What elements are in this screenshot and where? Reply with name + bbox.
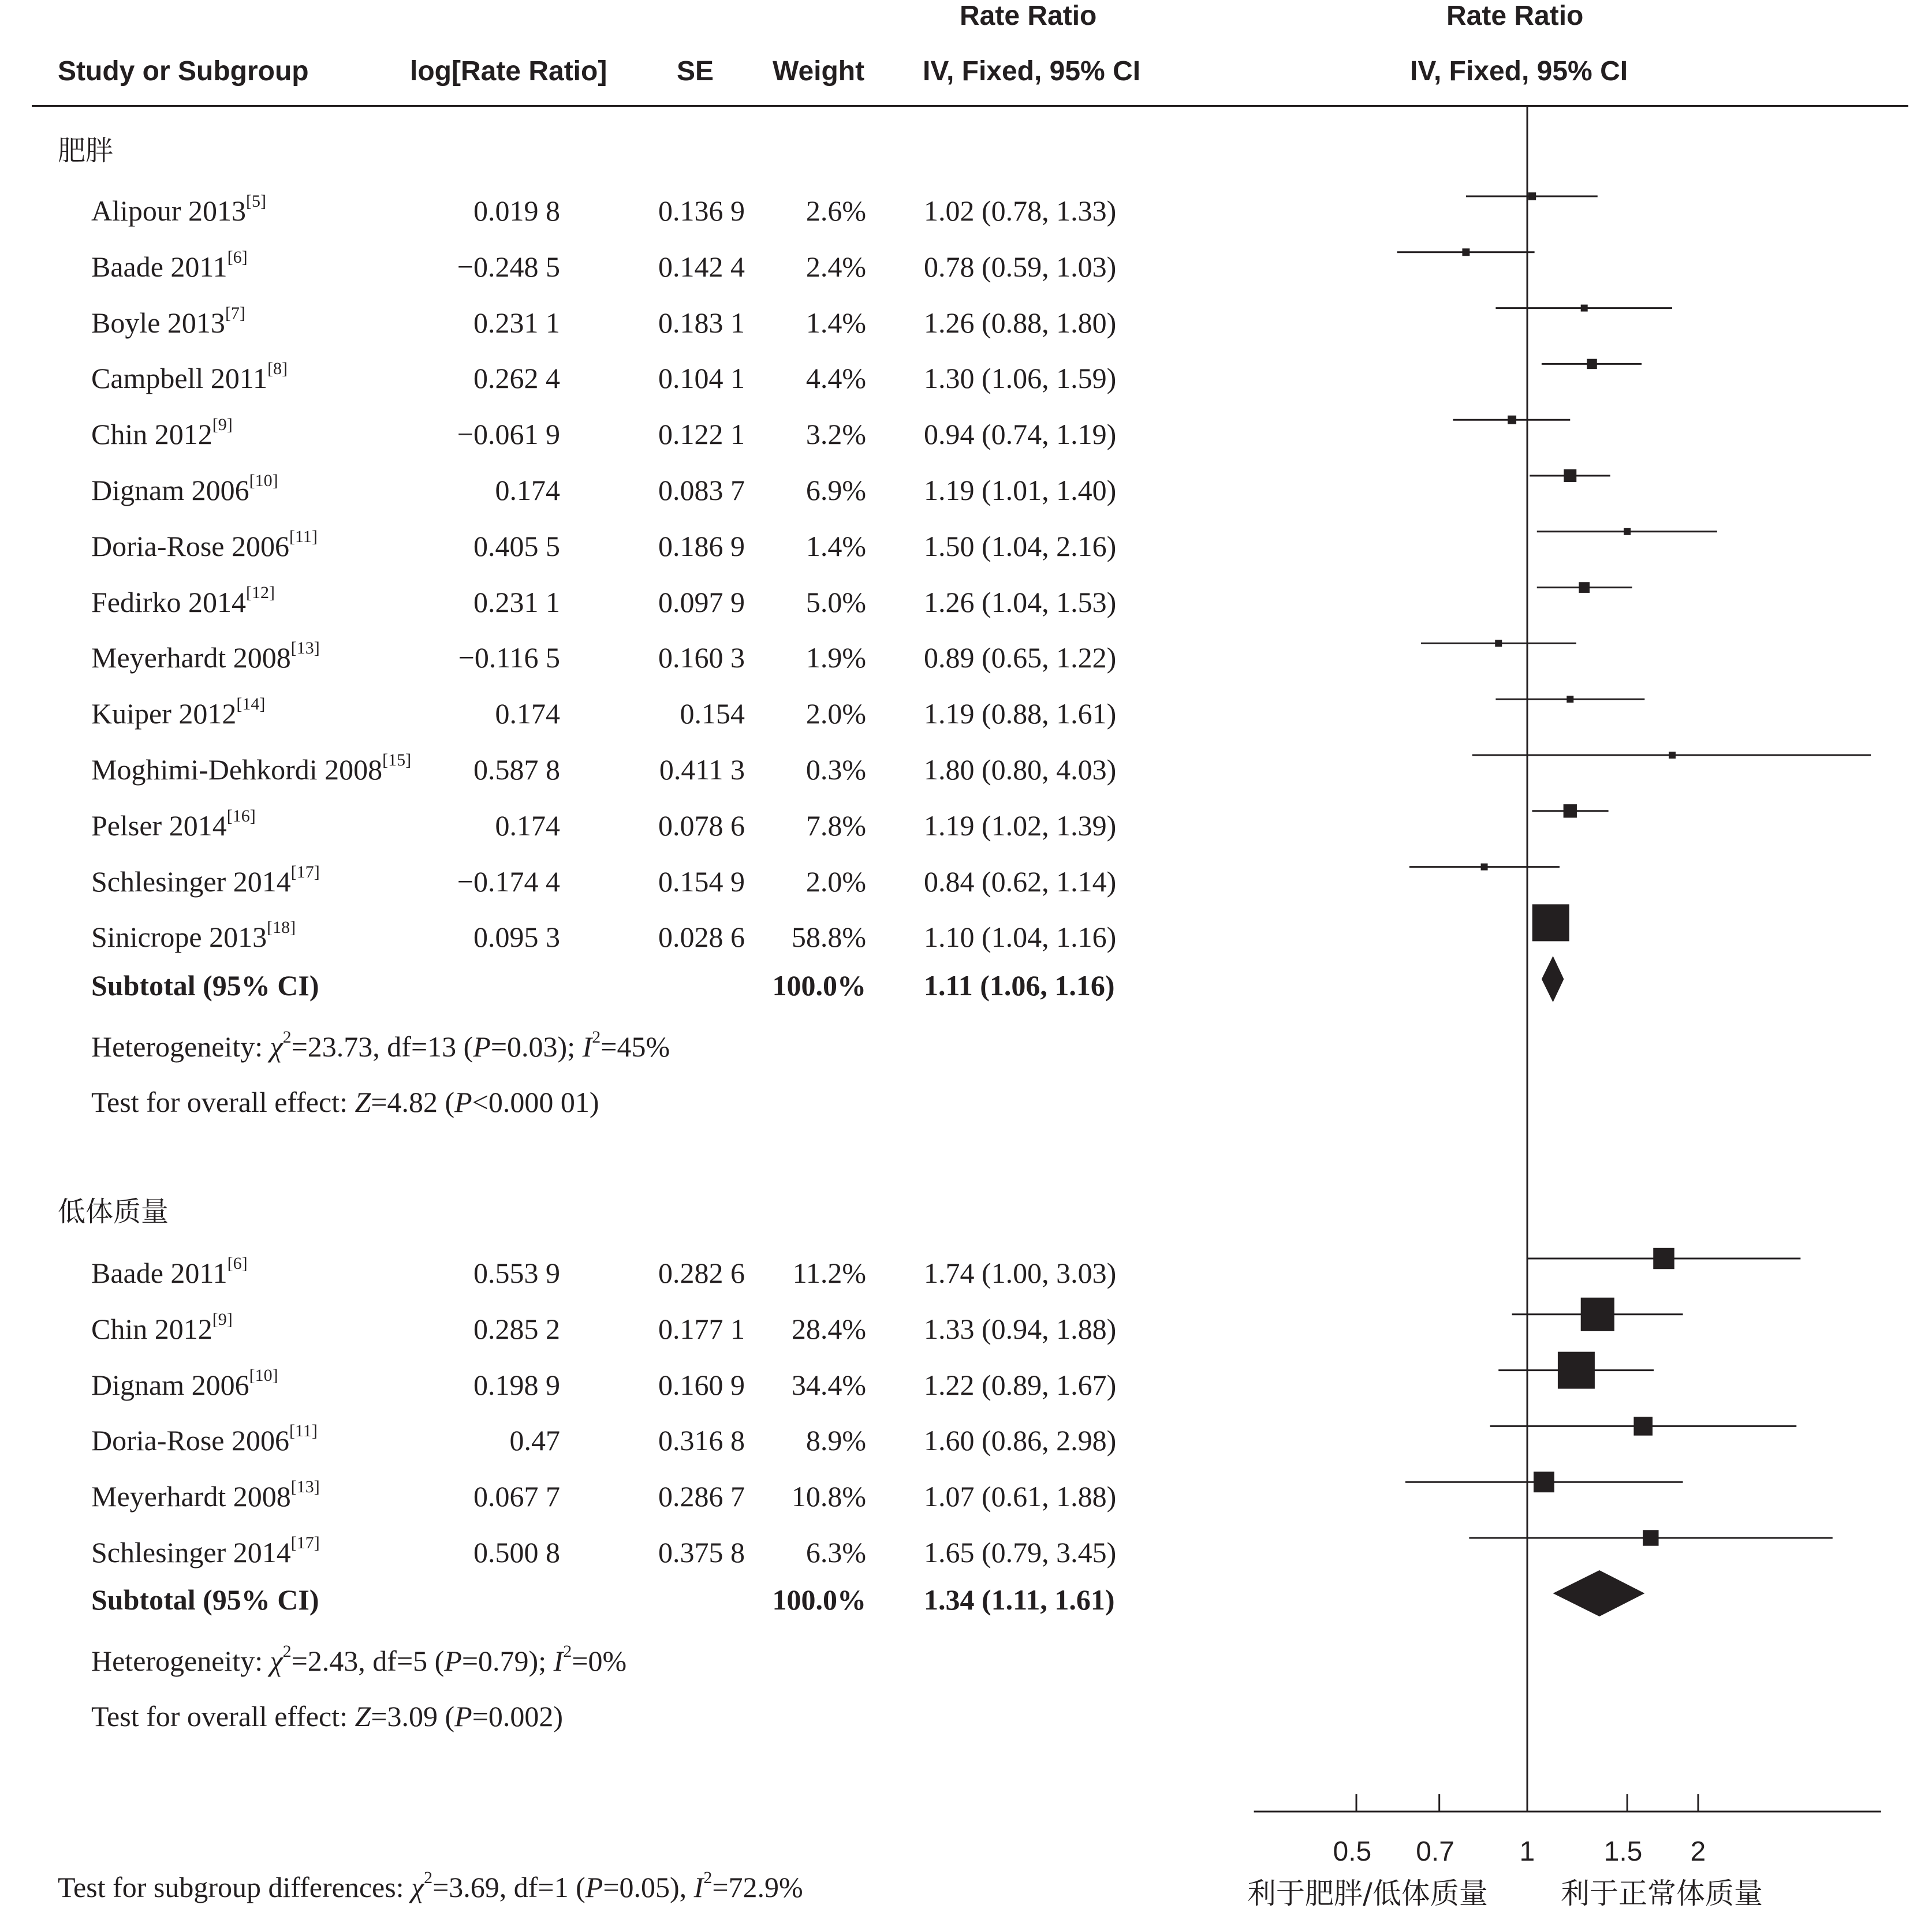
rate-ratio-ci: 1.65 (0.79, 3.45) — [924, 1536, 1117, 1569]
overall-z-value: =3.09 ( — [371, 1700, 455, 1732]
point-estimate-square — [1534, 1472, 1554, 1492]
rate-ratio-ci: 0.89 (0.65, 1.22) — [924, 641, 1117, 674]
study-label: Moghimi-Dehkordi 2008 — [91, 753, 383, 786]
log-rate-ratio: 0.405 5 — [473, 529, 560, 562]
study-label: Pelser 2014 — [91, 809, 227, 842]
standard-error: 0.177 1 — [658, 1312, 745, 1345]
study-label: Boyle 2013 — [91, 306, 225, 339]
standard-error: 0.411 3 — [659, 753, 745, 786]
heterogeneity-stat: Heterogeneity: $\chi^2=23.73$, df=13 (P=0.03); $I^2=45\%$ — [91, 1028, 670, 1063]
rate-ratio-ci: 0.78 (0.59, 1.03) — [924, 250, 1117, 283]
overall-p-value: <0.000 01) — [472, 1086, 599, 1118]
point-estimate-square — [1653, 1248, 1674, 1269]
x-axis-tick-label: 1.5 — [1603, 1836, 1643, 1867]
point-estimate-square — [1481, 864, 1488, 871]
rate-ratio-ci: 0.94 (0.74, 1.19) — [924, 418, 1117, 451]
se-column-header: SE — [677, 56, 714, 87]
log-rate-ratio: 0.198 9 — [473, 1368, 560, 1401]
rate-ratio-ci: 1.50 (1.04, 2.16) — [924, 529, 1117, 562]
study-reference: [10] — [249, 1365, 278, 1385]
log-rate-ratio: 0.587 8 — [473, 753, 560, 786]
weight: 58.8% — [791, 921, 866, 954]
standard-error: 0.186 9 — [658, 529, 745, 562]
weight: 4.4% — [805, 362, 866, 395]
rr-plot-header-bottom: IV, Fixed, 95% CI — [1410, 56, 1628, 87]
het-chi-value: =2.43, df=5 ( — [291, 1645, 445, 1677]
study-label: Campbell 2011 — [91, 362, 268, 395]
weight: 6.3% — [805, 1536, 866, 1569]
favours-obese-caption: 利于肥胖/低体质量 — [1247, 1877, 1488, 1910]
study-reference: [8] — [267, 359, 288, 379]
point-estimate-square — [1669, 752, 1676, 759]
overall-z-symbol: Z — [355, 1086, 371, 1118]
point-estimate-square — [1643, 1530, 1658, 1545]
study-label: Kuiper 2012 — [91, 697, 237, 730]
weight: 1.4% — [805, 529, 866, 562]
weight: 2.0% — [805, 697, 866, 730]
study-label: Meyerhardt 2008 — [91, 641, 291, 674]
log-rate-ratio: 0.174 — [495, 697, 560, 730]
study-label: Sinicrope 2013 — [91, 921, 267, 954]
point-estimate-square — [1495, 640, 1502, 647]
point-estimate-square — [1567, 696, 1573, 703]
log-rate-ratio: 0.174 — [495, 809, 560, 842]
weight: 7.8% — [805, 809, 866, 842]
subtotal-ci: 1.11 (1.06, 1.16) — [924, 969, 1115, 1002]
weight-column-header: Weight — [773, 56, 865, 87]
weight: 10.8% — [791, 1480, 866, 1513]
standard-error: 0.160 3 — [658, 641, 745, 674]
study-label: Doria-Rose 2006 — [91, 1424, 289, 1457]
rate-ratio-ci: 1.30 (1.06, 1.59) — [924, 362, 1117, 395]
log-rate-ratio: 0.262 4 — [473, 362, 560, 395]
rate-ratio-ci: 1.26 (0.88, 1.80) — [924, 306, 1117, 339]
study-reference: [12] — [246, 582, 275, 602]
rate-ratio-ci: 1.02 (0.78, 1.33) — [924, 195, 1117, 227]
het-chi-symbol: χ — [270, 1645, 283, 1677]
standard-error: 0.286 7 — [658, 1480, 745, 1513]
study-label: Schlesinger 2014 — [91, 865, 291, 898]
rate-ratio-ci: 1.22 (0.89, 1.67) — [924, 1368, 1117, 1401]
rate-ratio-ci: 1.10 (1.04, 1.16) — [924, 921, 1117, 954]
point-estimate-square — [1624, 528, 1631, 535]
subtotal-weight: 100.0% — [772, 1584, 866, 1616]
subtotal-diamond — [1553, 1570, 1645, 1616]
rate-ratio-ci: 1.60 (0.86, 2.98) — [924, 1424, 1117, 1457]
point-estimate-square — [1558, 1352, 1595, 1389]
point-estimate-square — [1587, 359, 1597, 369]
log-rate-ratio: −0.061 9 — [457, 418, 560, 451]
standard-error: 0.282 6 — [658, 1257, 745, 1289]
point-estimate-square — [1462, 248, 1469, 256]
x-axis-tick-label: 1 — [1519, 1836, 1535, 1867]
x-axis-tick-label: 0.7 — [1416, 1836, 1454, 1867]
subtotal-weight: 100.0% — [772, 969, 866, 1002]
log-rate-ratio: 0.231 1 — [473, 585, 560, 618]
rate-ratio-ci: 1.07 (0.61, 1.88) — [924, 1480, 1117, 1513]
rate-ratio-ci: 1.19 (1.02, 1.39) — [924, 809, 1117, 842]
subtotal-diamond — [1542, 956, 1564, 1002]
het-i-symbol: I — [582, 1030, 592, 1063]
study-label: Baade 2011 — [91, 1257, 227, 1289]
study-reference: [6] — [227, 247, 248, 267]
x-axis-tick-label: 0.5 — [1333, 1836, 1372, 1867]
subtotal-label: Subtotal (95% CI) — [91, 1584, 319, 1616]
standard-error: 0.122 1 — [658, 418, 745, 451]
study-reference: [11] — [289, 526, 318, 546]
point-estimate-square — [1564, 804, 1577, 817]
weight: 2.6% — [805, 195, 866, 227]
rate-ratio-ci: 1.19 (1.01, 1.40) — [924, 474, 1117, 506]
standard-error: 0.154 — [680, 697, 745, 730]
log-rate-ratio: 0.231 1 — [473, 306, 560, 339]
heterogeneity-stat: Heterogeneity: $\chi^2=2.43$, df=5 (P=0.79); $I^2=0\%$ — [91, 1642, 627, 1677]
weight: 1.9% — [805, 641, 866, 674]
study-reference: [13] — [290, 1477, 320, 1497]
favours-normal-caption: 利于正常体质量 — [1561, 1877, 1763, 1910]
weight: 6.9% — [805, 474, 866, 506]
standard-error: 0.316 8 — [658, 1424, 745, 1457]
study-label: Dignam 2006 — [91, 1368, 249, 1401]
standard-error: 0.104 1 — [658, 362, 745, 395]
subtotal-label: Subtotal (95% CI) — [91, 969, 319, 1002]
log-rate-ratio: −0.248 5 — [457, 250, 560, 283]
point-estimate-square — [1528, 192, 1536, 200]
standard-error: 0.097 9 — [658, 585, 745, 618]
x-axis-tick-label: 2 — [1690, 1836, 1706, 1867]
study-label: Baade 2011 — [91, 250, 227, 283]
rate-ratio-ci: 1.26 (1.04, 1.53) — [924, 585, 1117, 618]
rate-ratio-ci: 1.33 (0.94, 1.88) — [924, 1312, 1117, 1345]
standard-error: 0.375 8 — [658, 1536, 745, 1569]
standard-error: 0.183 1 — [658, 306, 745, 339]
log-rate-ratio: −0.116 5 — [458, 641, 560, 674]
log-rate-ratio: 0.47 — [509, 1424, 560, 1457]
study-label: Doria-Rose 2006 — [91, 529, 289, 562]
weight: 3.2% — [805, 418, 866, 451]
rr-column-header-bottom: IV, Fixed, 95% CI — [923, 56, 1141, 87]
study-column-header: Study or Subgroup — [58, 56, 309, 87]
study-label: Dignam 2006 — [91, 474, 249, 506]
overall-p-symbol: P — [454, 1086, 472, 1118]
het-p-symbol: P — [473, 1030, 491, 1063]
standard-error: 0.083 7 — [658, 474, 745, 506]
study-label: Meyerhardt 2008 — [91, 1480, 291, 1513]
subtotal-ci: 1.34 (1.11, 1.61) — [924, 1584, 1115, 1616]
het-prefix: Heterogeneity: — [91, 1030, 270, 1063]
study-label: Fedirko 2014 — [91, 585, 247, 618]
het-chi-value: =23.73, df=13 ( — [291, 1030, 473, 1063]
weight: 8.9% — [805, 1424, 866, 1457]
study-label: Alipour 2013 — [91, 195, 247, 227]
overall-p-symbol: P — [454, 1700, 472, 1732]
standard-error: 0.160 9 — [658, 1368, 745, 1401]
log-rate-ratio: 0.019 8 — [473, 195, 560, 227]
rate-ratio-ci: 1.80 (0.80, 4.03) — [924, 753, 1117, 786]
rate-ratio-ci: 0.84 (0.62, 1.14) — [924, 865, 1117, 898]
weight: 11.2% — [792, 1257, 866, 1289]
log-rate-ratio: 0.067 7 — [473, 1480, 560, 1513]
study-reference: [17] — [290, 862, 320, 882]
standard-error: 0.028 6 — [658, 921, 745, 954]
study-reference: [7] — [225, 303, 245, 323]
log-rate-ratio: 0.500 8 — [473, 1536, 560, 1569]
study-reference: [17] — [290, 1533, 320, 1552]
study-reference: [5] — [246, 192, 267, 211]
weight: 1.4% — [805, 306, 866, 339]
het-chi-symbol: χ — [270, 1030, 283, 1063]
log-rate-ratio: −0.174 4 — [457, 865, 560, 898]
study-reference: [18] — [267, 918, 296, 938]
subgroup-title: 低体质量 — [58, 1196, 169, 1228]
point-estimate-square — [1508, 416, 1516, 424]
overall-prefix: Test for overall effect: — [91, 1700, 355, 1732]
study-reference: [9] — [212, 415, 233, 435]
log-rate-ratio: 0.285 2 — [473, 1312, 560, 1345]
subgroup-differences-test: Test for subgroup differences: $\chi^2=3.69$, df=1 (P=0.05), $I^2=72.9\%$ — [58, 1868, 803, 1903]
standard-error: 0.142 4 — [658, 250, 745, 283]
study-reference: [14] — [236, 694, 266, 714]
het-p-value: =0.79); — [461, 1645, 554, 1677]
weight: 2.4% — [805, 250, 866, 283]
weight: 34.4% — [791, 1368, 866, 1401]
study-reference: [15] — [382, 750, 412, 770]
subgroup-title: 肥胖 — [58, 135, 114, 167]
study-reference: [10] — [249, 471, 278, 490]
standard-error: 0.136 9 — [658, 195, 745, 227]
rr-plot-header-top: Rate Ratio — [1446, 1, 1584, 31]
overall-z-value: =4.82 ( — [371, 1086, 455, 1118]
log-rate-ratio: 0.553 9 — [473, 1257, 560, 1289]
standard-error: 0.078 6 — [658, 809, 745, 842]
het-i-value: =0% — [572, 1645, 627, 1677]
overall-prefix: Test for overall effect: — [91, 1086, 355, 1118]
log-rr-column-header: log[Rate Ratio] — [410, 56, 607, 87]
log-rate-ratio: 0.095 3 — [473, 921, 560, 954]
het-i-value: =45% — [601, 1030, 670, 1063]
point-estimate-square — [1581, 1298, 1614, 1331]
rate-ratio-ci: 1.74 (1.00, 3.03) — [924, 1257, 1117, 1289]
weight: 0.3% — [805, 753, 866, 786]
log-rate-ratio: 0.174 — [495, 474, 560, 506]
point-estimate-square — [1532, 904, 1569, 941]
study-label: Chin 2012 — [91, 418, 212, 451]
rr-column-header-top: Rate Ratio — [960, 1, 1097, 31]
study-label: Schlesinger 2014 — [91, 1536, 291, 1569]
standard-error: 0.154 9 — [658, 865, 745, 898]
rate-ratio-ci: 1.19 (0.88, 1.61) — [924, 697, 1117, 730]
point-estimate-square — [1564, 469, 1576, 482]
het-i-symbol: I — [553, 1645, 564, 1677]
study-reference: [9] — [212, 1309, 233, 1329]
weight: 28.4% — [791, 1312, 866, 1345]
het-p-symbol: P — [444, 1645, 462, 1677]
weight: 5.0% — [805, 585, 866, 618]
point-estimate-square — [1633, 1417, 1653, 1436]
weight: 2.0% — [805, 865, 866, 898]
point-estimate-square — [1579, 582, 1590, 593]
study-reference: [13] — [290, 638, 320, 658]
study-reference: [6] — [227, 1254, 248, 1273]
overall-p-value: =0.002) — [472, 1700, 564, 1732]
study-reference: [16] — [226, 806, 256, 826]
het-prefix: Heterogeneity: — [91, 1645, 270, 1677]
overall-z-symbol: Z — [355, 1700, 371, 1732]
study-label: Chin 2012 — [91, 1312, 212, 1345]
study-reference: [11] — [289, 1421, 318, 1441]
het-p-value: =0.03); — [490, 1030, 583, 1063]
point-estimate-square — [1581, 305, 1588, 312]
